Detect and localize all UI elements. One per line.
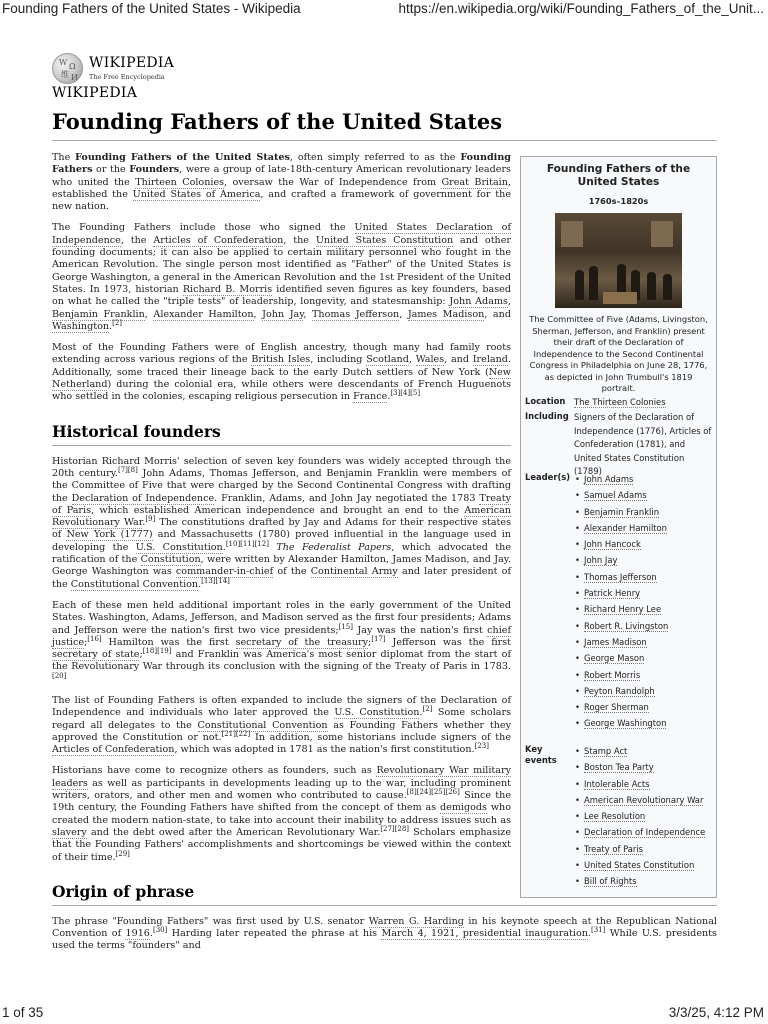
- print-page-title: Founding Fathers of the United States - Wikipedia: [2, 1, 301, 16]
- infobox-value-including[interactable]: Signers of the Declaration of Independence (1776), Articles of Confederation (1781), and United States Constitution (1789): [574, 412, 712, 477]
- infobox-leader-item[interactable]: • Samuel Adams: [574, 488, 714, 504]
- origin-paragraph: The phrase "Founding Fathers" was first used by U.S. senator Warren G. Harding in his keynote speech at the Republican National Convention of 1916.[30] Harding later repeated the phrase at his March 4, 1921, presidential inauguration.[31] While U.S. presidents used the terms "founders" and: [52, 915, 717, 952]
- infobox-value-location[interactable]: The Thirteen Colonies: [574, 397, 666, 407]
- print-footer: [0, 1002, 768, 1024]
- painting-figure-shape: [589, 266, 598, 300]
- infobox-event-item[interactable]: • Intolerable Acts: [574, 777, 714, 793]
- infobox-leader-item[interactable]: • Peyton Randolph: [574, 684, 714, 700]
- wikipedia-globe-icon: W Ω 维 И: [52, 53, 83, 84]
- infobox-event-item[interactable]: • Bill of Rights: [574, 874, 714, 890]
- infobox-events-list: [574, 744, 714, 891]
- lead-paragraph-3: Most of the Founding Fathers were of English ancestry, though many had family roots extending across various regions of the British Isles, including Scotland, Wales, and Ireland. Additionally, some traced their lineage back to the early Dutch settlers of New York (New Netherland) during the colonial era, while others were descendants of French Huguenots who settled in the colonies, escaping religious persecution in France.[3][4][5]: [52, 342, 511, 403]
- historical-paragraph-1: Historian Richard Morris' selection of seven key founders was widely accepted through the 20th century.[7][8] John Adams, Thomas Jefferson, and Benjamin Franklin were members of the Committee of Five that were charged by the Second Continental Congress with drafting the Declaration of Independence. Franklin, Adams, and John Jay negotiated the 1783 Treaty of Paris, which established American independence and brought an end to the American Revolutionary War.[9] The constitutions drafted by Jay and Adams for their respective states of New York (1777) and Massachusetts (1780) proved influential in the language used in developing the U.S. Constitution.[10][11][12] The Federalist Papers, which advocated the ratification of the Constitution, were written by Alexander Hamilton, James Madison, and Jay. George Washington was commander-in-chief of the Continental Army and later president of the Constitutional Convention.[13][14]: [52, 455, 512, 590]
- section-heading-historical-founders: Historical founders: [52, 422, 511, 446]
- infobox-event-item[interactable]: • Stamp Act: [574, 744, 714, 760]
- infobox-leaders-list-wrap: [574, 472, 714, 733]
- painting-figure-shape: [647, 272, 656, 300]
- infobox-painting-image[interactable]: [555, 213, 682, 308]
- infobox-events-list-wrap: [574, 744, 714, 891]
- infobox-label-key-events: Key events: [525, 744, 557, 765]
- print-header: [0, 0, 768, 22]
- infobox-image-caption: The Committee of Five (Adams, Livingston, Sherman, Jefferson, and Franklin) present their draft of the Declaration of Independence to the Second Continental Congress in Philadelphia on June 28, 1776, as depicted in John Trumbull's 1819 portrait.: [529, 314, 708, 393]
- infobox-leader-item[interactable]: • George Mason: [574, 651, 714, 667]
- infobox: [520, 156, 717, 898]
- infobox-label-including: Including: [525, 411, 569, 421]
- historical-paragraph-3: The list of Founding Fathers is often expanded to include the signers of the Declaration of Independence and individuals who later approved the U.S. Constitution.[2] Some scholars regard all delegates to the Constitutional Convention as Founding Fathers whether they approved the Constitution or not.[21][22] In addition, some historians include signers of the Articles of Confederation, which was adopted in 1781 as the nation's first constitution.[23]: [52, 694, 511, 756]
- infobox-event-item[interactable]: • Boston Tea Party: [574, 760, 714, 776]
- infobox-event-item[interactable]: • American Revolutionary War: [574, 793, 714, 809]
- print-datetime: 3/3/25, 4:12 PM: [668, 1005, 764, 1020]
- infobox-event-item[interactable]: • Declaration of Independence: [574, 825, 714, 841]
- infobox-leaders-list: [574, 472, 714, 733]
- lead-paragraph-2: The Founding Fathers include those who signed the United States Declaration of Independence, the Articles of Confederation, the United States Constitution and other founding documents; it can also be applied to certain military personnel who fought in the American Revolution. The single person most identified as "Father" of the United States is George Washington, a general in the American Revolution and the 1st President of the United States. In 1973, historian Richard B. Morris identified seven figures as key founders, based on what he called the "triple tests" of leadership, longevity, and statesmanship: John Adams, Benjamin Franklin, Alexander Hamilton, John Jay, Thomas Jefferson, James Madison, and Washington.[2]: [52, 222, 512, 332]
- print-page-number: 1 of 35: [2, 1005, 44, 1020]
- infobox-leader-item[interactable]: • Patrick Henry: [574, 586, 714, 602]
- lead-paragraph-1: The Founding Fathers of the United States, often simply referred to as the Founding Fathers or the Founders, were a group of late-18th-century American revolutionary leaders who united the Thirteen Colonies, oversaw the War of Independence from Great Britain, established the United States of America, and crafted a framework of government for the new nation.: [52, 152, 511, 213]
- infobox-leader-item[interactable]: • Robert R. Livingston: [574, 619, 714, 635]
- infobox-label-location: Location: [525, 396, 566, 406]
- infobox-leader-item[interactable]: • Thomas Jefferson: [574, 570, 714, 586]
- section-heading-origin-of-phrase: Origin of phrase: [52, 882, 717, 906]
- wikipedia-wordmark-text: WIKIPEDIA: [52, 85, 138, 101]
- infobox-leader-item[interactable]: • John Hancock: [574, 537, 714, 553]
- painting-flag-shape: [561, 221, 583, 247]
- print-page-url: https://en.wikipedia.org/wiki/Founding_Fathers_of_the_Unit...: [398, 1, 764, 16]
- infobox-leader-item[interactable]: • John Jay: [574, 553, 714, 569]
- infobox-title: Founding Fathers of the United States: [546, 163, 691, 188]
- infobox-leader-item[interactable]: • John Adams: [574, 472, 714, 488]
- infobox-event-item[interactable]: • Lee Resolution: [574, 809, 714, 825]
- infobox-leader-item[interactable]: • Robert Morris: [574, 668, 714, 684]
- infobox-leader-item[interactable]: • Richard Henry Lee: [574, 602, 714, 618]
- page-title: Founding Fathers of the United States: [52, 109, 717, 141]
- wikipedia-logo[interactable]: [52, 53, 202, 101]
- infobox-leader-item[interactable]: • Roger Sherman: [574, 700, 714, 716]
- infobox-label-leaders: Leader(s): [525, 472, 571, 482]
- historical-paragraph-4: Historians have come to recognize others as founders, such as Revolutionary War military leaders as well as participants in developments leading up to the war, including prominent writers, orators, and other men and women who contributed to cause.[8][24][25][26] Since the 19th century, the Founding Fathers have shifted from the concept of them as demigods who created the modern nation-state, to take into account their inability to address issues such as slavery and the debt owed after the American Revolutionary War.[27][28] Scholars emphasize that the Founding Fathers' accomplishments and shortcomings be viewed within the context of their time.[29]: [52, 765, 512, 863]
- infobox-event-item[interactable]: • Treaty of Paris: [574, 842, 714, 858]
- infobox-leader-item[interactable]: • Alexander Hamilton: [574, 521, 714, 537]
- infobox-event-item[interactable]: • United States Constitution: [574, 858, 714, 874]
- infobox-leader-item[interactable]: • Benjamin Franklin: [574, 505, 714, 521]
- infobox-leader-item[interactable]: • George Washington: [574, 716, 714, 732]
- wikipedia-tagline: The Free Encyclopedia: [89, 73, 165, 81]
- painting-flag-shape: [651, 221, 673, 247]
- painting-figure-shape: [663, 274, 672, 300]
- infobox-subtitle: 1760s–1820s: [588, 196, 649, 206]
- wikipedia-wordmark: WIKIPEDIA: [89, 55, 175, 71]
- historical-paragraph-2: Each of these men held additional important roles in the early government of the United States. Washington, Adams, Jefferson, and Madison served as the first four presidents; Adams and Jefferson were the nation's first two vice presidents;[15] Jay was the nation's first chief justice;[16] Hamilton was the first secretary of the treasury;[17] Jefferson was the first secretary of state;[18][19] and Franklin was America's most senior diplomat from the start of the Revolutionary War through its conclusion with the signing of the Treaty of Paris in 1783.[20]: [52, 599, 511, 680]
- painting-table-shape: [603, 292, 637, 304]
- painting-figure-shape: [575, 270, 584, 300]
- infobox-leader-item[interactable]: • James Madison: [574, 635, 714, 651]
